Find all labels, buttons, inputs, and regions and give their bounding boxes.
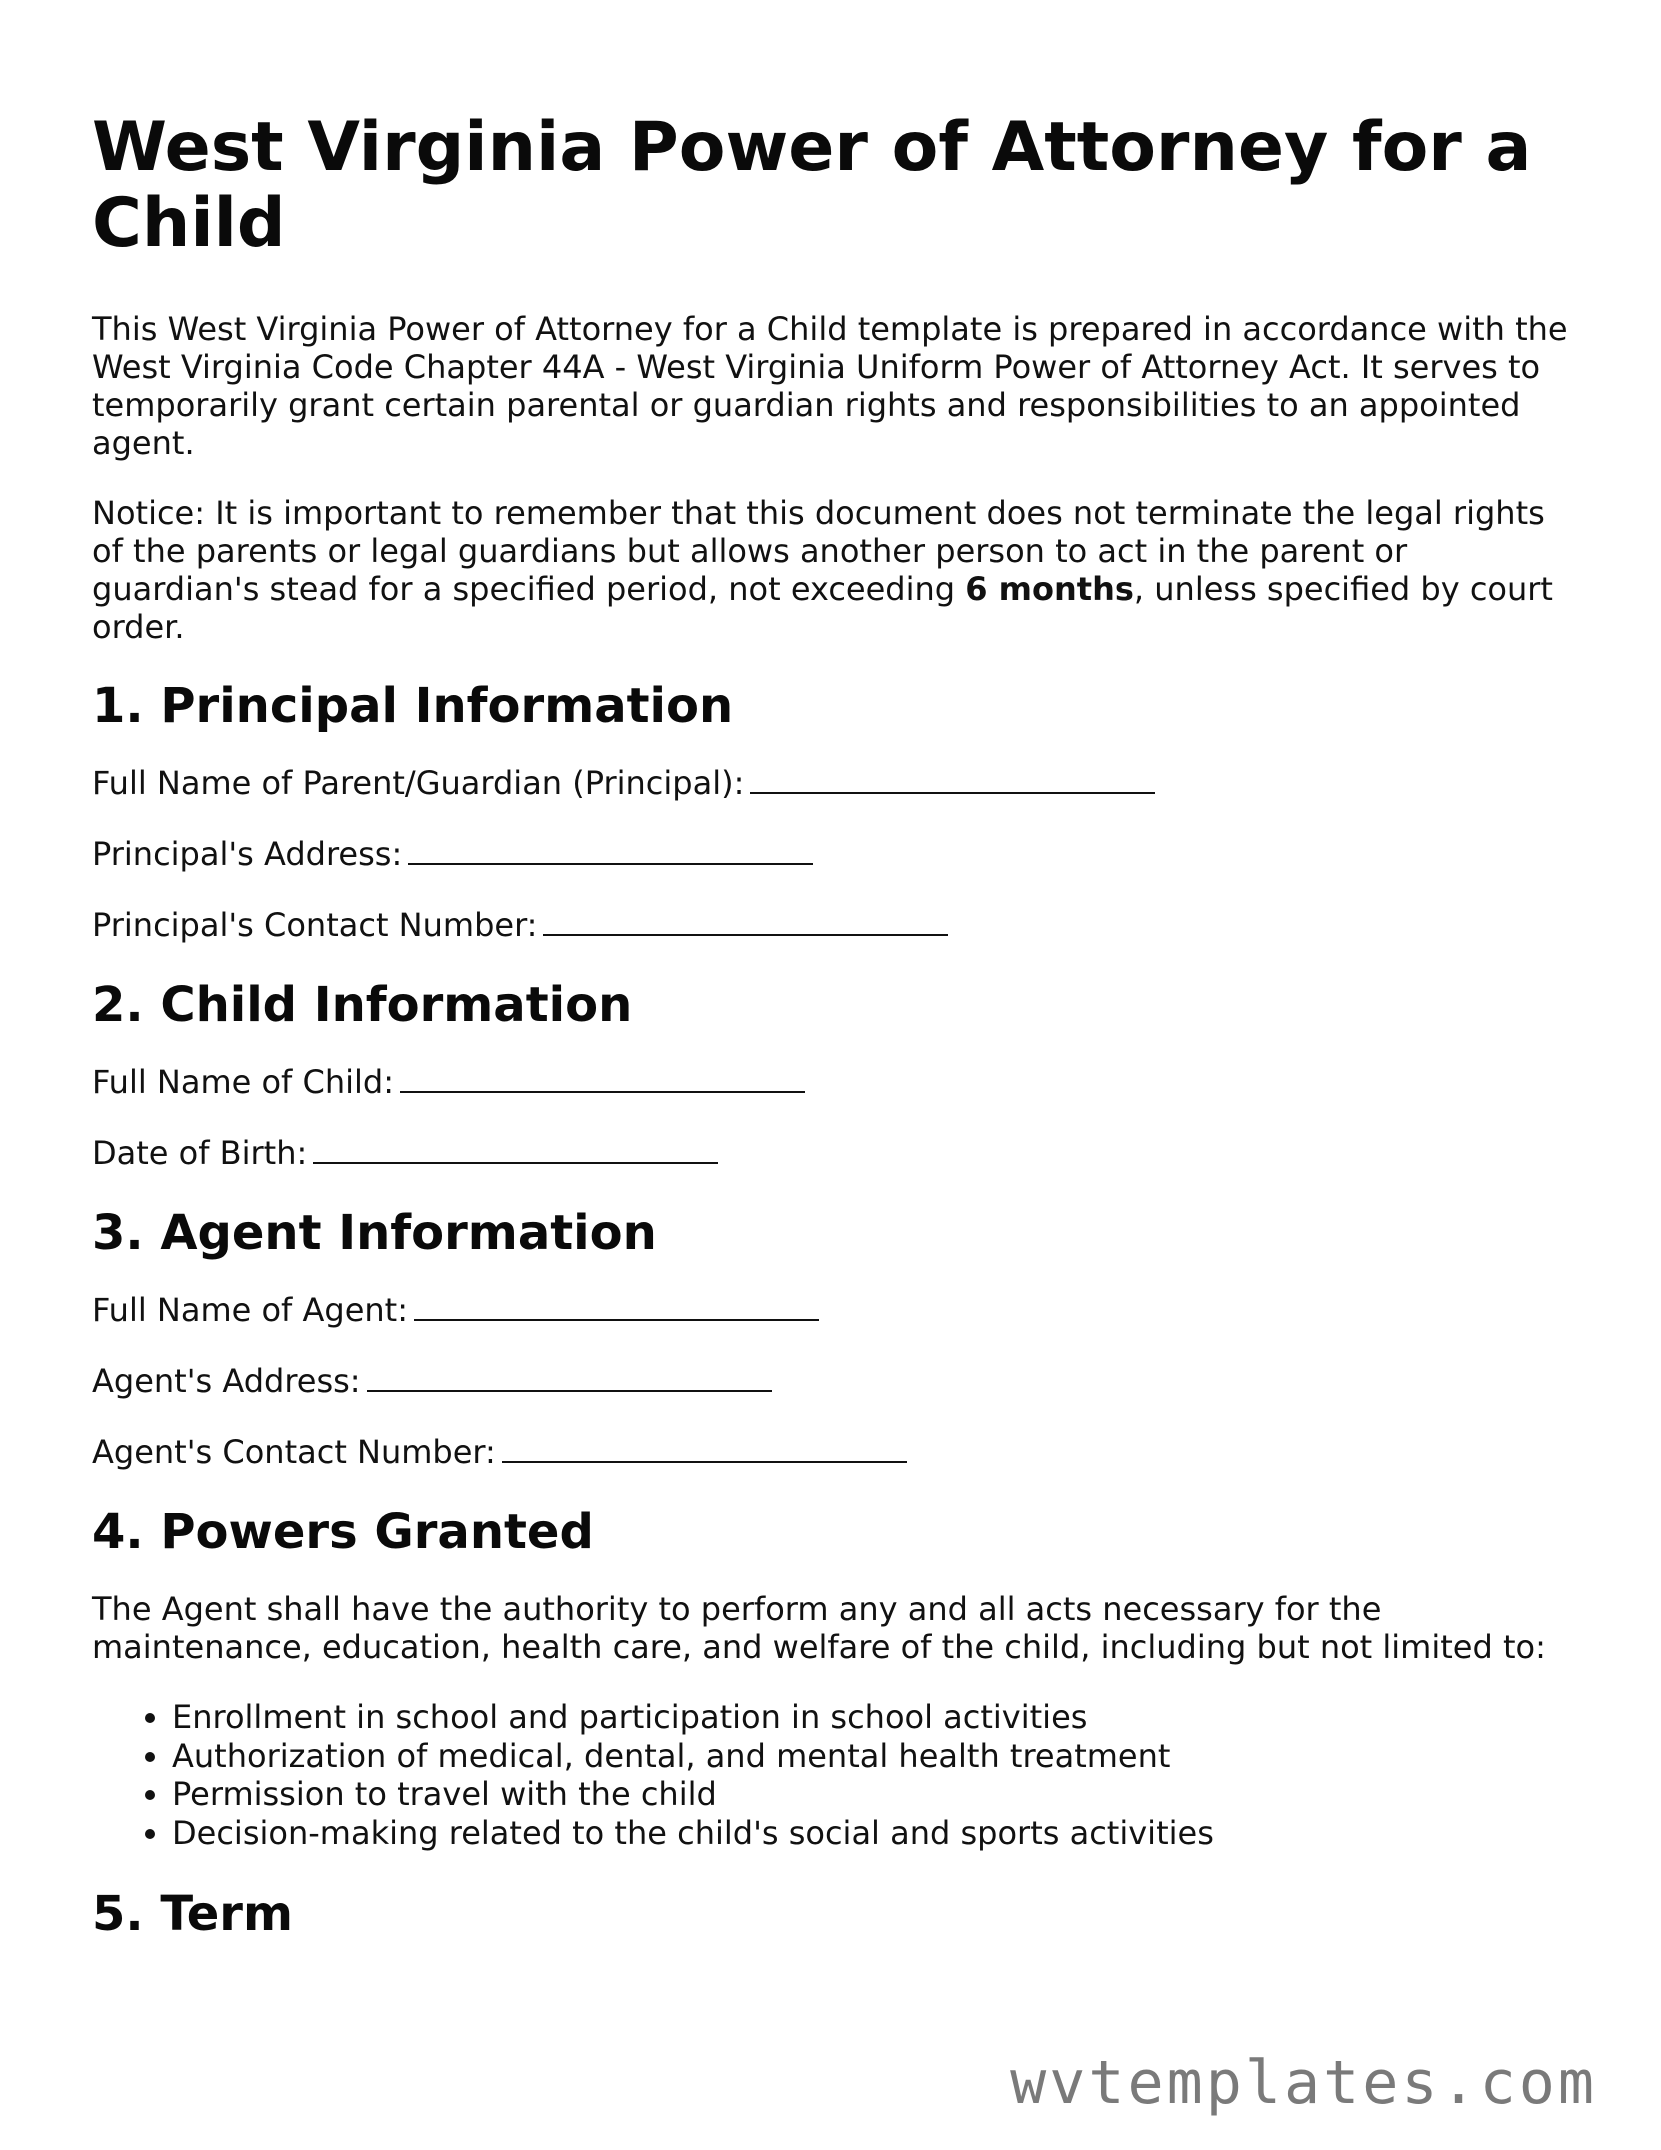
agent-contact-label: Agent's Contact Number: — [92, 1433, 496, 1471]
agent-address-blank[interactable] — [367, 1364, 772, 1392]
principal-section — [92, 678, 1582, 944]
child-name-field — [92, 1063, 1582, 1101]
watermark: wvtemplates.com — [1010, 2048, 1597, 2118]
notice-paragraph — [92, 494, 1582, 646]
agent-contact-field — [92, 1433, 1582, 1471]
term-section — [92, 1886, 1582, 1942]
document-page — [92, 110, 1582, 1972]
notice-text-end: , unless specified by court order. — [92, 570, 1553, 646]
child-heading: 2. Child Information — [92, 977, 633, 1033]
principal-contact-blank[interactable] — [543, 908, 948, 936]
powers-heading: 4. Powers Granted — [92, 1504, 594, 1560]
intro-paragraph: This West Virginia Power of Attorney for a Child template is prepared in accordance with the West Virginia Code Chapter 44A - West Virginia Uniform Power of Attorney Act. It serves to temporarily grant certain parental or guardian rights and responsibilities to an appointed agent. — [92, 310, 1568, 462]
agent-contact-blank[interactable] — [502, 1435, 907, 1463]
principal-heading: 1. Principal Information — [92, 678, 734, 734]
child-dob-field — [92, 1134, 1582, 1172]
child-section — [92, 977, 1582, 1172]
principal-name-field — [92, 764, 1582, 802]
child-dob-label: Date of Birth: — [92, 1134, 308, 1172]
agent-section — [92, 1205, 1582, 1471]
powers-list — [92, 1698, 1582, 1852]
child-name-label: Full Name of Child: — [92, 1063, 394, 1101]
agent-name-field — [92, 1291, 1582, 1329]
principal-address-blank[interactable] — [408, 837, 813, 865]
agent-name-label: Full Name of Agent: — [92, 1291, 408, 1329]
principal-name-blank[interactable] — [750, 766, 1155, 794]
notice-duration: 6 months — [965, 570, 1134, 608]
principal-contact-field — [92, 906, 1582, 944]
principal-address-label: Principal's Address: — [92, 835, 403, 873]
principal-address-field — [92, 835, 1582, 873]
powers-text: The Agent shall have the authority to perform any and all acts necessary for the maintenance, education, health care, and welfare of the child, including but not limited to: — [92, 1590, 1546, 1666]
principal-name-label: Full Name of Parent/Guardian (Principal): — [92, 764, 745, 802]
agent-address-field — [92, 1362, 1582, 1400]
agent-name-blank[interactable] — [414, 1293, 819, 1321]
powers-list-item: • Permission to travel with the child — [172, 1775, 1582, 1814]
powers-list-item: • Enrollment in school and participation in school activities — [172, 1698, 1582, 1737]
child-name-blank[interactable] — [400, 1065, 805, 1093]
powers-list-item: • Decision-making related to the child's social and sports activities — [172, 1814, 1582, 1853]
document-title: West Virginia Power of Attorney for a Child — [92, 108, 1532, 263]
principal-contact-label: Principal's Contact Number: — [92, 906, 538, 944]
agent-address-label: Agent's Address: — [92, 1362, 361, 1400]
notice-text-start: Notice: It is important to remember that this document does not terminate the legal rights of the parents or legal guardians but allows another person to act in the parent or guardian's stead for a specified period, not exceeding — [92, 494, 1545, 608]
powers-list-item: • Authorization of medical, dental, and mental health treatment — [172, 1737, 1582, 1776]
powers-section — [92, 1504, 1582, 1852]
agent-heading: 3. Agent Information — [92, 1205, 657, 1261]
child-dob-blank[interactable] — [313, 1136, 718, 1164]
term-heading: 5. Term — [92, 1886, 293, 1942]
